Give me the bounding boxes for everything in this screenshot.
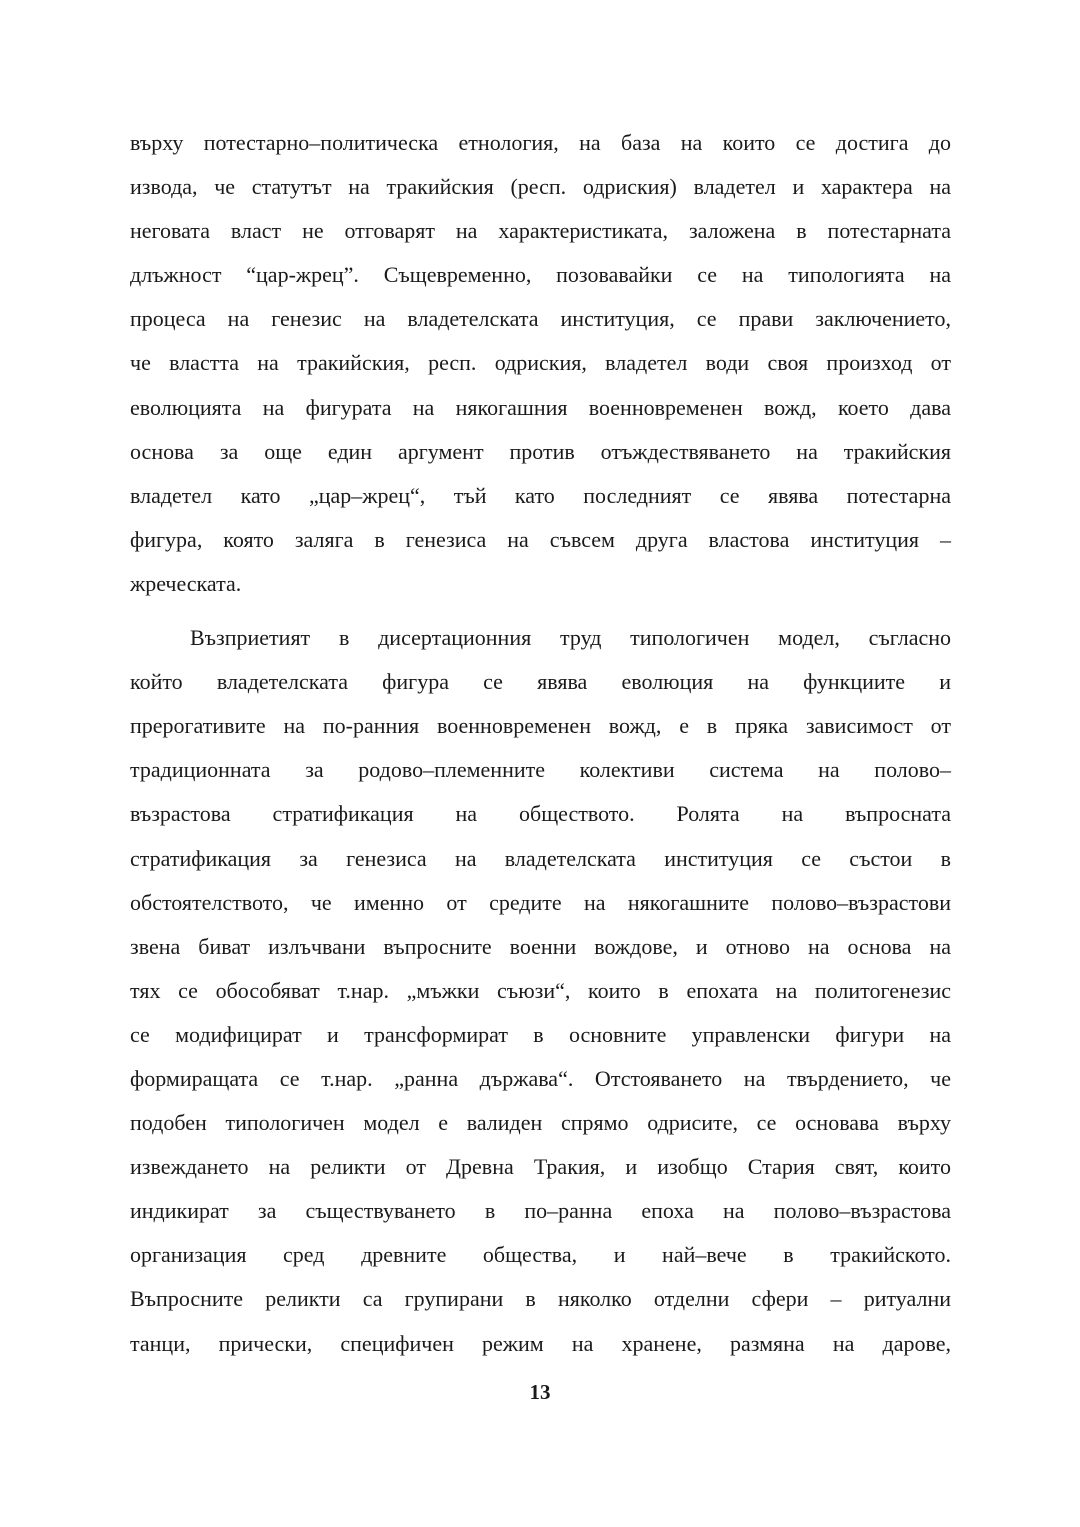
paragraph-2-line-13: извеждането на реликти от Древна Тракия, и изобщо Стария свят, които xyxy=(130,1154,951,1180)
paragraph-2-line-17: танци, прически, специфичен режим на хранене, размяна на дарове, xyxy=(130,1330,951,1356)
paragraph-1-line-5: процеса на генезис на владетелската институция, се прави заключението, xyxy=(130,306,951,332)
paragraph-2-line-8: звена биват излъчвани въпросните военни вождове, и отново на основа на xyxy=(130,933,951,959)
paragraph-2-line-1: Възприетият в дисертационния труд типологичен модел, съгласно xyxy=(190,625,951,651)
paragraph-1-line-4: длъжност “цар-жрец”. Същевременно, позовавайки се на типологията на xyxy=(130,262,951,288)
paragraph-1-line-3: неговата власт не отговарят на характеристиката, заложена в потестарната xyxy=(130,218,951,244)
paragraph-spacing xyxy=(130,606,951,616)
paragraph-1-line-9: владетел като „цар–жрец“, тъй като последният се явява потестарна xyxy=(130,482,951,508)
paragraph-1-line-10: фигура, която заляга в генезиса на съвсем друга властова институция – xyxy=(130,526,951,552)
paragraph-2-line-5: възрастова стратификация на обществото. Ролята на въпросната xyxy=(130,801,951,827)
paragraph-2-line-7: обстоятелството, че именно от средите на някогашните полово–възрастови xyxy=(130,889,951,915)
paragraph-1-line-7: еволюцията на фигурата на някогашния военновременен вожд, което дава xyxy=(130,394,951,420)
paragraph-1-line-8: основа за още един аргумент против отъждествяването на тракийския xyxy=(130,438,951,464)
paragraph-2-line-16: Въпросните реликти са групирани в няколко отделни сфери – ритуални xyxy=(130,1286,951,1312)
paragraph-1-line-6: че властта на тракийския, респ. одриския, владетел води своя произход от xyxy=(130,350,951,376)
paragraph-1-line-2: извода, че статутът на тракийския (респ. одриския) владетел и характера на xyxy=(130,174,951,200)
paragraph-1-line-11: жреческата. xyxy=(130,570,242,596)
paragraph-2-line-6: стратификация за генезиса на владетелската институция се състои в xyxy=(130,845,951,871)
paragraph-1-line-1: върху потестарно–политическа етнология, на база на които се достига до xyxy=(130,130,951,155)
paragraph-2-line-4: традиционната за родово–племенните колективи система на полово– xyxy=(130,757,951,783)
paragraph-2-line-3: прерогативите на по-ранния военновременен вожд, е в пряка зависимост от xyxy=(130,713,951,739)
paragraph-2-line-11: формиращата се т.нар. „ранна държава“. Отстояването на твърдението, че xyxy=(130,1065,951,1091)
paragraph-2-line-12: подобен типологичен модел е валиден спрямо одрисите, се основава върху xyxy=(130,1110,951,1136)
paragraph-2-line-15: организация сред древните общества, и най–вече в тракийското. xyxy=(130,1242,951,1268)
paragraph-2-line-9: тях се обособяват т.нар. „мъжки съюзи“, които в епохата на политогенезис xyxy=(130,977,951,1003)
paragraph-2-line-14: индикират за съществуването в по–ранна епоха на полово–възрастова xyxy=(130,1198,951,1224)
paragraph-2-line-2: който владетелската фигура се явява еволюция на функциите и xyxy=(130,669,951,695)
page-number: 13 xyxy=(529,1380,551,1404)
body-text xyxy=(130,121,951,1366)
paragraph-2-line-10: се модифицират и трансформират в основните управленски фигури на xyxy=(130,1021,951,1047)
